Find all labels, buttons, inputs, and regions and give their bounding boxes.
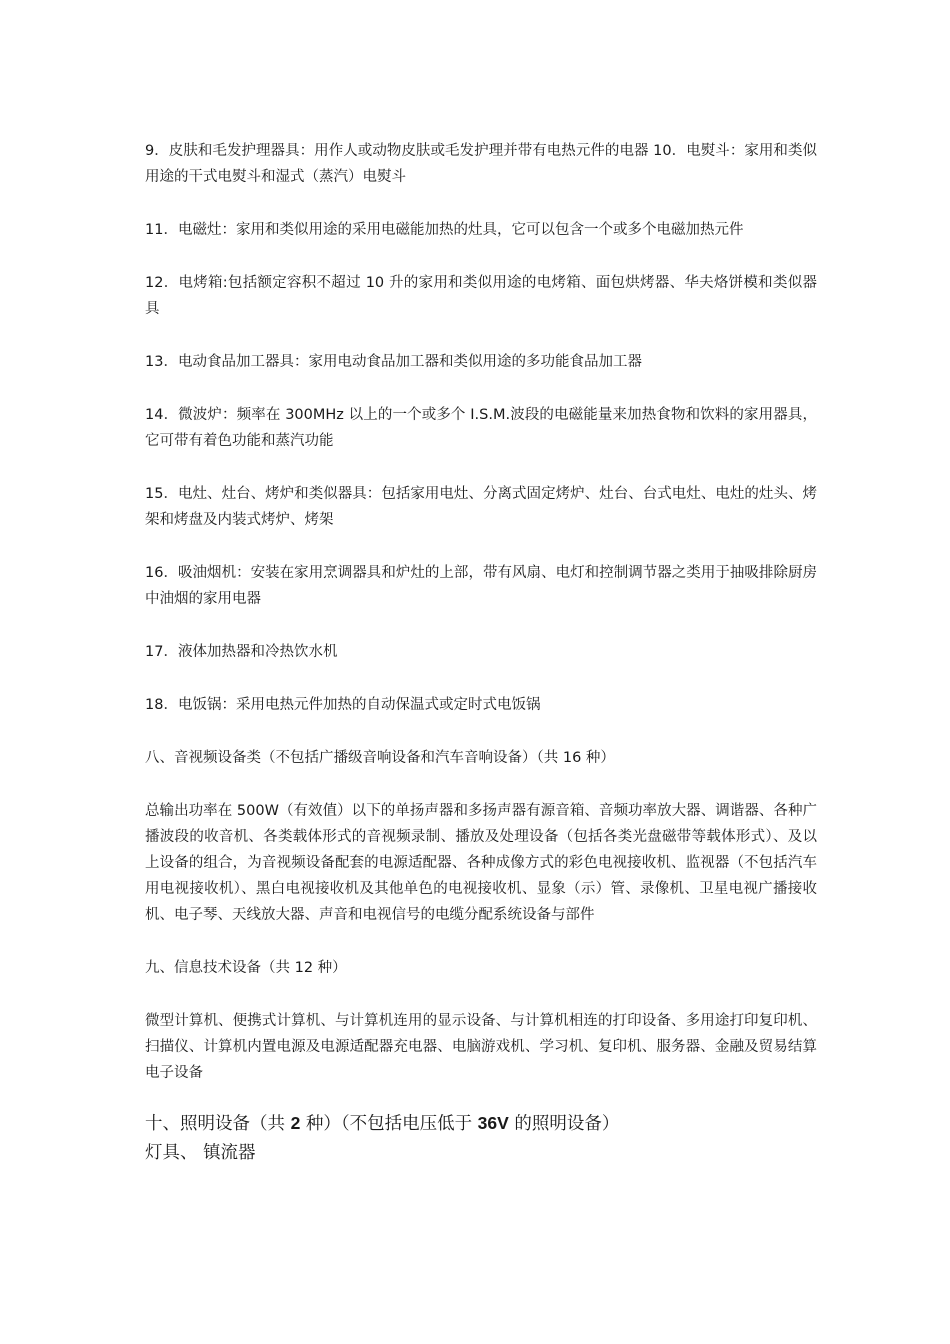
item-9-10-text: 9．皮肤和毛发护理器具：用作人或动物皮肤或毛发护理并带有电热元件的电器 10．电熨斗：家用和类似用途的干式电熨斗和湿式（蒸汽）电熨斗 [145,143,817,185]
section-8-heading: 八、音视频设备类（不包括广播级音响设备和汽车音响设备）（共 16 种） [145,750,615,766]
section-10-heading-num2: 36V [477,1113,509,1133]
item-12-text: 12．电烤箱:包括额定容积不超过 10 升的家用和类似用途的电烤箱、面包烘烤器、华夫烙饼模和类似器具 [145,275,817,317]
item-11-text: 11．电磁灶：家用和类似用途的采用电磁能加热的灶具，它可以包含一个或多个电磁加热元件 [145,222,744,238]
section-9-body: 微型计算机、便携式计算机、与计算机连用的显示设备、与计算机相连的打印设备、多用途打印复印机、扫描仪、计算机内置电源及电源适配器充电器、电脑游戏机、学习机、复印机、服务器、金融及贸易结算电子设备 [145,1013,817,1081]
section-10-heading [145,1109,817,1138]
section-10-heading-part2: 种）（不包括电压低于 [300,1114,478,1134]
section-10-heading-num1: 2 [290,1113,301,1133]
section-9-heading: 九、信息技术设备（共 12 种） [145,960,347,976]
section-10-heading-part3: 的照明设备） [508,1114,620,1134]
item-18-text: 18．电饭锅：采用电热元件加热的自动保温式或定时式电饭锅 [145,697,541,713]
item-16-text: 16．吸油烟机：安装在家用烹调器具和炉灶的上部，带有风扇、电灯和控制调节器之类用于抽吸排除厨房中油烟的家用电器 [145,565,817,607]
section-10-body: 灯具、 镇流器 [145,1143,256,1163]
document-page [145,138,817,1168]
item-13-text: 13．电动食品加工器具：家用电动食品加工器和类似用途的多功能食品加工器 [145,354,642,370]
item-17-text: 17．液体加热器和冷热饮水机 [145,644,338,660]
item-15-text: 15．电灶、灶台、烤炉和类似器具：包括家用电灶、分离式固定烤炉、灶台、台式电灶、电灶的灶头、烤架和烤盘及内装式烤炉、烤架 [145,486,817,528]
section-8-body: 总输出功率在 500W（有效值）以下的单扬声器和多扬声器有源音箱、音频功率放大器、调谐器、各种广播波段的收音机、各类载体形式的音视频录制、播放及处理设备（包括各类光盘磁带等载体形式）、及以上设备的组合，为音视频设备配套的电源适配器、各种成像方式的彩色电视接收机、监视器（不包括汽车用电视接收机）、黑白电视接收机及其他单色的电视接收机、显象（示）管、录像机、卫星电视广播接收机、电子琴、天线放大器、声音和电视信号的电缆分配系统设备与部件 [145,803,817,923]
section-10-heading-part1: 十、照明设备（共 [145,1114,291,1134]
item-14-text: 14．微波炉：频率在 300MHz 以上的一个或多个 I.S.M.波段的电磁能量来加热食物和饮料的家用器具，它可带有着色功能和蒸汽功能 [145,407,817,449]
